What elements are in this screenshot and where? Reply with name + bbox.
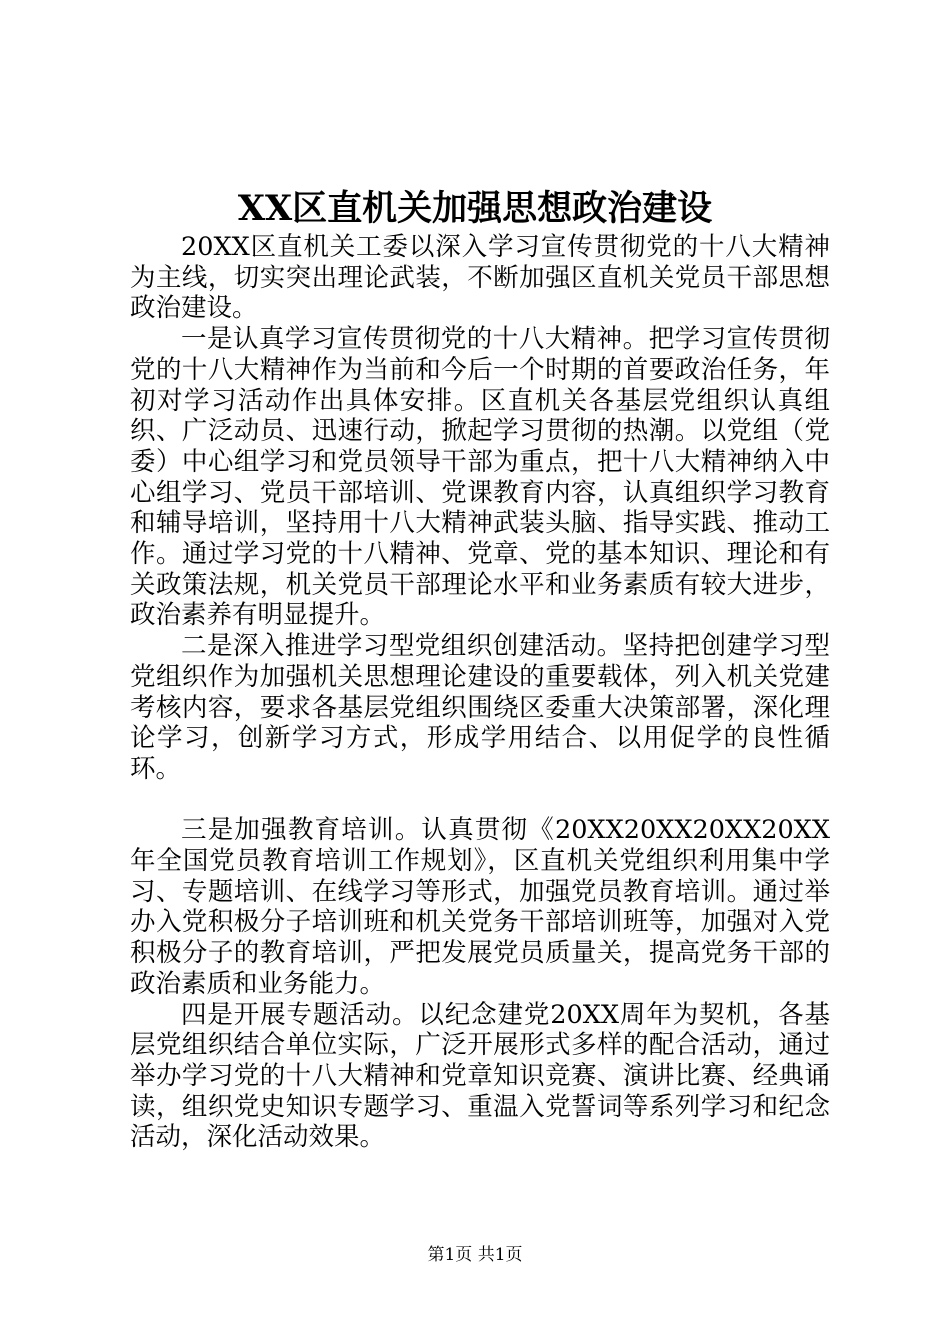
section-two-paragraph: 二是深入推进学习型党组织创建活动。坚持把创建学习型党组织作为加强机关思想理论建设的重要载体，列入机关党建考核内容，要求各基层党组织围绕区委重大决策部署，深化理论学习，创新学习方式，形成学用结合、以用促学的良性循环。 [130,631,830,784]
page-title: XX区直机关加强思想政治建设 [237,188,713,229]
document-body [130,232,830,1153]
paragraph-gap [130,785,830,816]
page-footer: 第1页 共1页 [427,1245,523,1265]
section-one-paragraph: 一是认真学习宣传贯彻党的十八大精神。把学习宣传贯彻党的十八大精神作为当前和今后一个时期的首要政治任务，年初对学习活动作出具体安排。区直机关各基层党组织认真组织、广泛动员、迅速行动，掀起学习贯彻的热潮。以党组（党委）中心组学习和党员领导干部为重点，把十八大精神纳入中心组学习、党员干部培训、党课教育内容，认真组织学习教育和辅导培训，坚持用十八大精神武装头脑、指导实践、推动工作。通过学习党的十八精神、党章、党的基本知识、理论和有关政策法规，机关党员干部理论水平和业务素质有较大进步，政治素养有明显提升。 [130,324,830,631]
section-four-paragraph: 四是开展专题活动。以纪念建党20XX周年为契机，各基层党组织结合单位实际，广泛开展形式多样的配合活动，通过举办学习党的十八大精神和党章知识竞赛、演讲比赛、经典诵读，组织党史知识专题学习、重温入党誓词等系列学习和纪念活动，深化活动效果。 [130,999,830,1153]
section-three-paragraph: 三是加强教育培训。认真贯彻《20XX20XX20XX20XX年全国党员教育培训工作规划》，区直机关党组织利用集中学习、专题培训、在线学习等形式，加强党员教育培训。通过举办入党积极分子培训班和机关党务干部培训班等，加强对入党积极分子的教育培训，严把发展党员质量关，提高党务干部的政治素质和业务能力。 [130,815,830,999]
intro-paragraph: 20XX区直机关工委以深入学习宣传贯彻党的十八大精神为主线，切实突出理论武装，不断加强区直机关党员干部思想政治建设。 [130,232,830,324]
